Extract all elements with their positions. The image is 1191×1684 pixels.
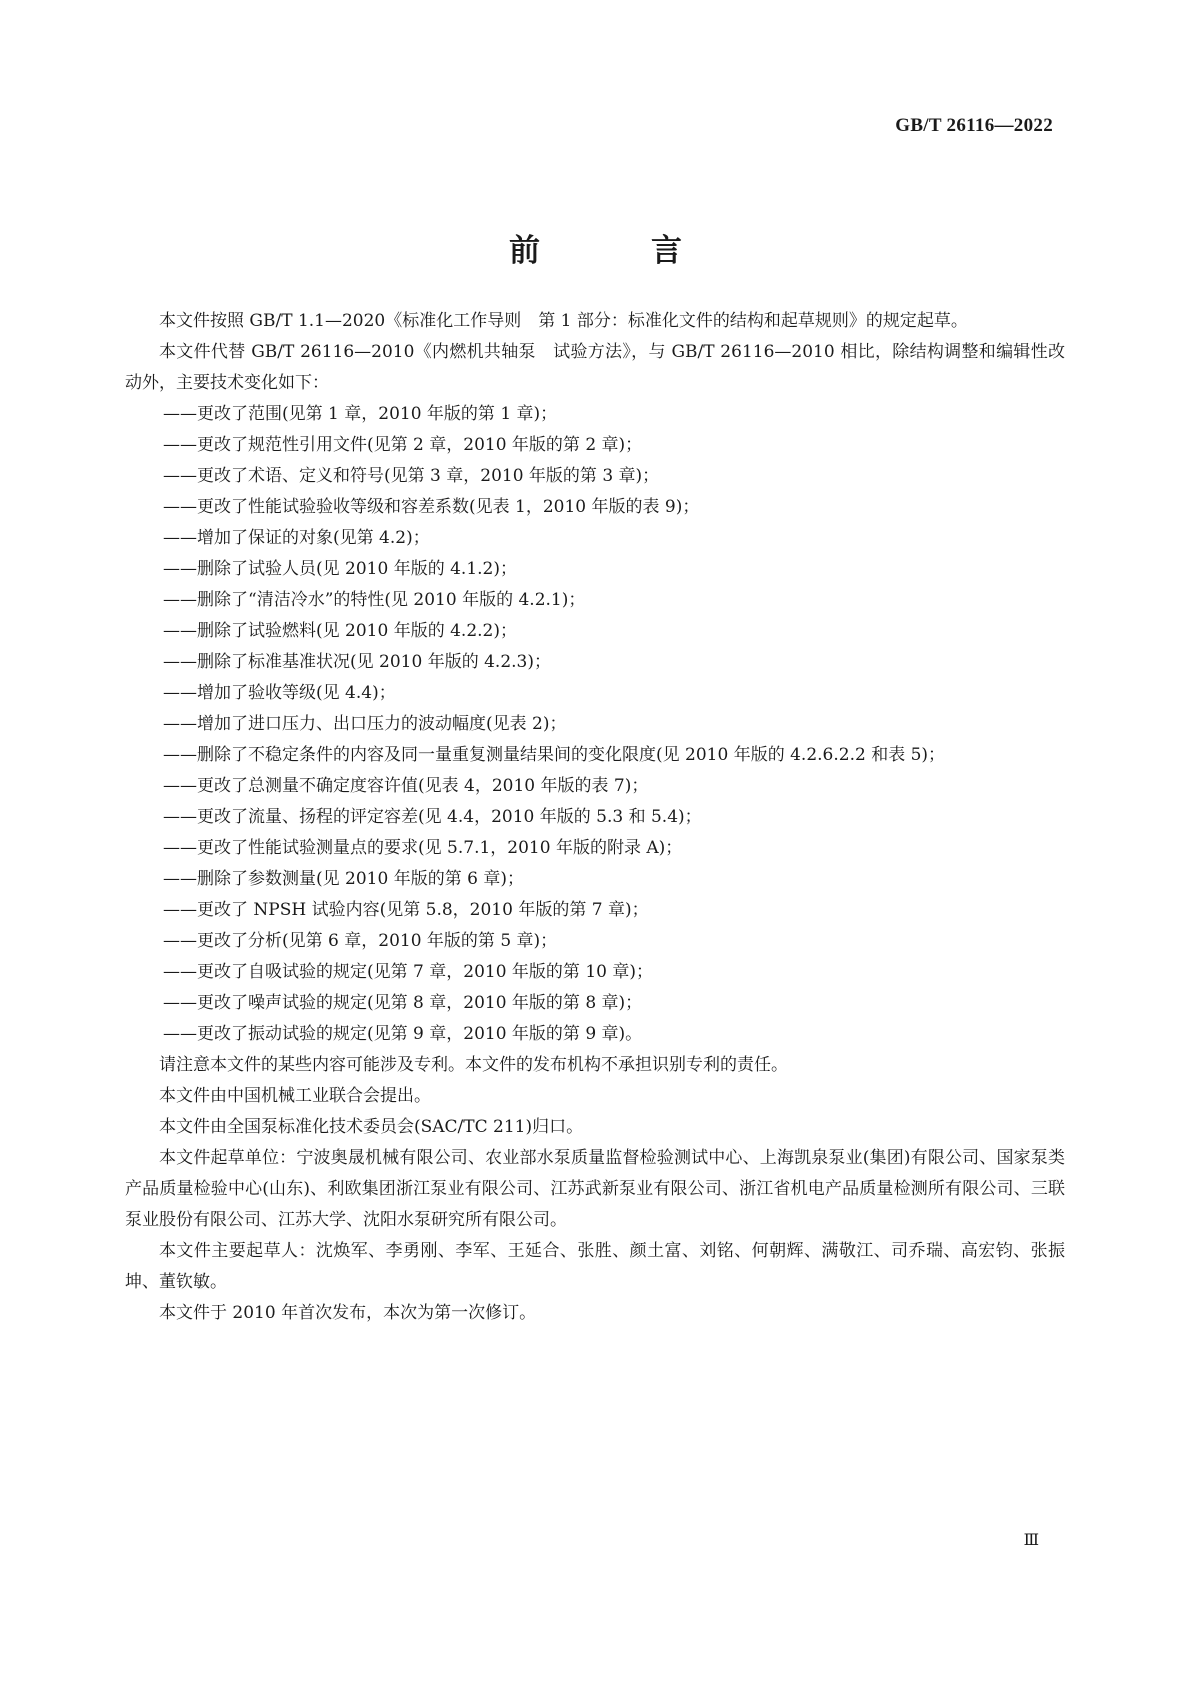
intro-paragraph: 本文件代替 GB/T 26116—2010《内燃机共轴泵 试验方法》，与 GB/T 26116—2010 相比，除结构调整和编辑性改动外，主要技术变化如下： [125,342,1065,393]
change-item: ——更改了分析(见第 6 章，2010 年版的第 5 章)； [163,931,558,951]
page-number: Ⅲ [1023,1532,1039,1549]
main-drafters: 本文件主要起草人：沈焕军、李勇刚、李军、王延合、张胜、颜土富、刘铭、何朝辉、满敬江、司乔瑞、高宏钧、张振坤、董钦敏。 [125,1241,1065,1292]
change-item: ——删除了“清洁冷水”的特性(见 2010 年版的 4.2.1)； [163,590,586,610]
patent-notice: 请注意本文件的某些内容可能涉及专利。本文件的发布机构不承担识别专利的责任。 [159,1055,788,1075]
change-item: ——更改了总测量不确定度容许值(见表 4，2010 年版的表 7)； [163,776,649,796]
change-item: ——更改了自吸试验的规定(见第 7 章，2010 年版的第 10 章)； [163,962,653,982]
change-item: ——更改了流量、扬程的评定容差(见 4.4，2010 年版的 5.3 和 5.4)； [163,807,702,827]
change-item: ——更改了规范性引用文件(见第 2 章，2010 年版的第 2 章)； [163,435,643,455]
drafting-units: 本文件起草单位：宁波奥晟机械有限公司、农业部水泵质量监督检验测试中心、上海凯泉泵业(集团)有限公司、国家泵类产品质量检验中心(山东)、利欧集团浙江泵业有限公司、江苏武新泵业有限公司、浙江省机电产品质量检测所有限公司、三联泵业股份有限公司、江苏大学、沈阳水泵研究所有限公司。 [125,1148,1065,1230]
page-title: 前 言 [509,233,722,269]
change-item: ——增加了进口压力、出口压力的波动幅度(见表 2)； [163,714,567,734]
change-item: ——更改了噪声试验的规定(见第 8 章，2010 年版的第 8 章)； [163,993,643,1013]
change-item: ——更改了 NPSH 试验内容(见第 5.8，2010 年版的第 7 章)； [163,900,649,920]
change-item: ——删除了试验燃料(见 2010 年版的 4.2.2)； [163,621,517,641]
change-item: ——增加了保证的对象(见第 4.2)； [163,528,430,548]
change-item: ——更改了范围(见第 1 章，2010 年版的第 1 章)； [163,404,558,424]
changes-list [125,399,1065,1050]
change-item: ——更改了振动试验的规定(见第 9 章，2010 年版的第 9 章)。 [163,1024,643,1044]
change-item: ——删除了标准基准状况(见 2010 年版的 4.2.3)； [163,652,551,672]
change-item: ——增加了验收等级(见 4.4)； [163,683,396,703]
change-item: ——删除了不稳定条件的内容及同一量重复测量结果间的变化限度(见 2010 年版的 4.2.6.2.2 和表 5)； [163,745,946,765]
document-body [125,306,1065,1329]
standard-number: GB/T 26116—2022 [895,115,1053,136]
change-item: ——更改了性能试验验收等级和容差系数(见表 1，2010 年版的表 9)； [163,497,700,517]
change-item: ——删除了参数测量(见 2010 年版的第 6 章)； [163,869,524,889]
change-item: ——更改了性能试验测量点的要求(见 5.7.1，2010 年版的附录 A)； [163,838,683,858]
proposer-statement: 本文件由中国机械工业联合会提出。 [159,1086,431,1106]
intro-paragraph: 本文件按照 GB/T 1.1—2020《标准化工作导则 第 1 部分：标准化文件的结构和起草规则》的规定起草。 [159,311,968,331]
change-item: ——更改了术语、定义和符号(见第 3 章，2010 年版的第 3 章)； [163,466,660,486]
publication-history: 本文件于 2010 年首次发布，本次为第一次修订。 [159,1303,537,1323]
committee-statement: 本文件由全国泵标准化技术委员会(SAC/TC 211)归口。 [159,1117,584,1137]
change-item: ——删除了试验人员(见 2010 年版的 4.1.2)； [163,559,517,579]
